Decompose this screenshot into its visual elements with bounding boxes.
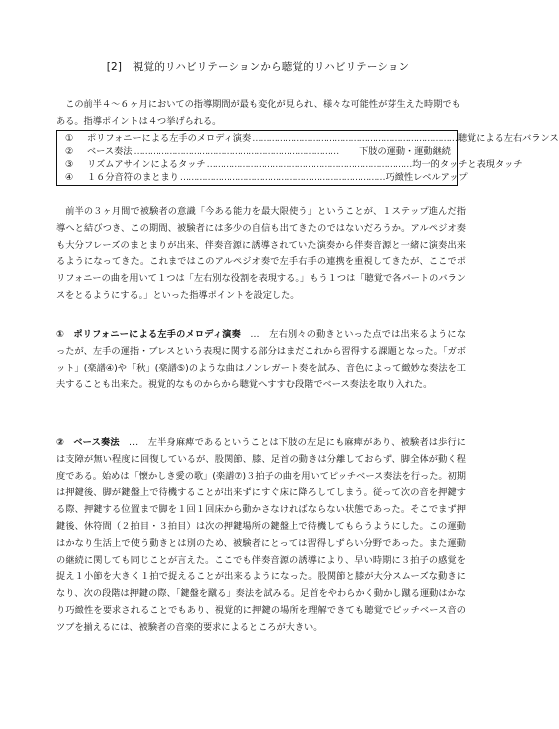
point-number: ③ bbox=[65, 159, 74, 170]
point-result: 均一的タッチと表現タッチ bbox=[412, 159, 523, 170]
leader-dots: ………………………………………………………………… bbox=[252, 133, 457, 144]
point-label: リズムアサインによるタッチ bbox=[87, 159, 206, 170]
section-heading: ② ベース奏法 bbox=[56, 437, 120, 448]
point-label: １６分音符のまとまり bbox=[87, 172, 179, 183]
point-number: ④ bbox=[65, 172, 74, 183]
guidance-point bbox=[65, 158, 523, 171]
guidance-points-box bbox=[56, 130, 559, 186]
heading-separator: … bbox=[119, 437, 148, 448]
point-number: ① bbox=[65, 133, 74, 144]
point-number: ② bbox=[65, 146, 74, 157]
point-label: ベース奏法 bbox=[87, 146, 133, 157]
heading-separator: … bbox=[241, 329, 270, 340]
section-title: [2] 視覚的リハビリテーションから聴覚的リハビリテーション bbox=[106, 61, 410, 73]
leader-dots: ………………………………………………………………… bbox=[179, 172, 385, 183]
intro-paragraph: この前半４～６ヶ月においての指導期間が最も変化が見られ、様々な可能性が芽生えた時期でもある。指導ポイントは４つ挙げられる。 bbox=[56, 99, 461, 127]
point-result: 聴覚による左右バランス bbox=[457, 133, 559, 144]
section-heading: ① ポリフォニーによる左手のメロディ演奏 bbox=[56, 329, 242, 340]
section-body: 左右別々の動きといった点では出来るようになったが、左手の運指・ブレスという表現に関する部分はまだこれから習得する課題となった。「ガボット」(楽譜④)や「秋」(楽譜⑤)のような曲はノンレガート奏を試み、音色によって緻妙な奏法を工夫することも出来た。視覚的なものからから聴覚へすすむ段階でベース奏法を取り入れた。 bbox=[56, 329, 467, 391]
guidance-point bbox=[65, 145, 451, 158]
guidance-point bbox=[65, 171, 468, 184]
guidance-point bbox=[65, 132, 559, 145]
section-bass bbox=[56, 435, 466, 637]
point-result: 下肢の運動・運動継続 bbox=[359, 146, 451, 157]
section-body: 左半身麻痺であるということは下肢の左足にも麻痺があり、被験者は歩行には支障が無い程度に回復しているが、股関節、膝、足首の動きは分離しておらず、脚全体が動く程度である。始めは「懐かしき愛の歌」(楽譜⑦)３拍子の曲を用いてピッチベース奏法を行った。初期は押鍵後、脚が鍵盤上で待機することが出来ずにすぐ床に降ろしてしまう。従って次の音を押鍵する際、押鍵する位置まで脚を１回１回床から動かさなければならない状態であった。そこでまず押鍵後、休符間（２拍目・３拍目）は次の押鍵場所の鍵盤上で待機してもらうようにした。この運動はかなり生活上で使う動きとは別のため、被験者にとっては習得しずらい分野であった。また運動の継続に関しても同じことが言えた。ここでも伴奏音源の誘導により、早い時期に３拍子の感覚を捉え１小節を大きく１拍で捉えることが出来るようになった。股関節と膝が大分スムーズな動きになり、次の段階は押鍵の際、「鍵盤を蹴る」奏法を試みる。足首をやわらかく動かし蹴る運動はかなり巧緻性を要求されることでもあり、視覚的に押鍵の場所を理解できても聴覚でピッチベース音のツブを揃えるには、被験者の音楽的要求によるところが大きい。 bbox=[56, 437, 466, 633]
leader-dots: ………………………………………………………………… bbox=[206, 159, 412, 170]
point-label: ポリフォニーによる左手のメロディ演奏 bbox=[87, 133, 252, 144]
point-result: 巧緻性レベルアップ bbox=[385, 172, 468, 183]
leader-dots: ………………………………………………………………… bbox=[133, 146, 339, 157]
body-paragraph: 前半の３ヶ月間で被験者の意識「今ある能力を最大限使う」ということが、１ステップ進んだ指導へと結びつき、この期間、被験者には多少の自信も出てきたのではないだろうか。アルペジオ奏も大分フレーズのまとまりが出来、伴奏音源に誘導されていた演奏から伴奏音源と一緒に演奏出来るようになってきた。これまではこのアルペジオ奏で左手右手の連携を重視してきたが、ここでポリフォニーの曲を用いて１つは「左右別な役割を表現する。」もう１つは「聴覚で各パートのバランスをとるようにする。」といった指導ポイントを設定した。 bbox=[56, 206, 466, 301]
section-polyphony bbox=[56, 327, 466, 394]
